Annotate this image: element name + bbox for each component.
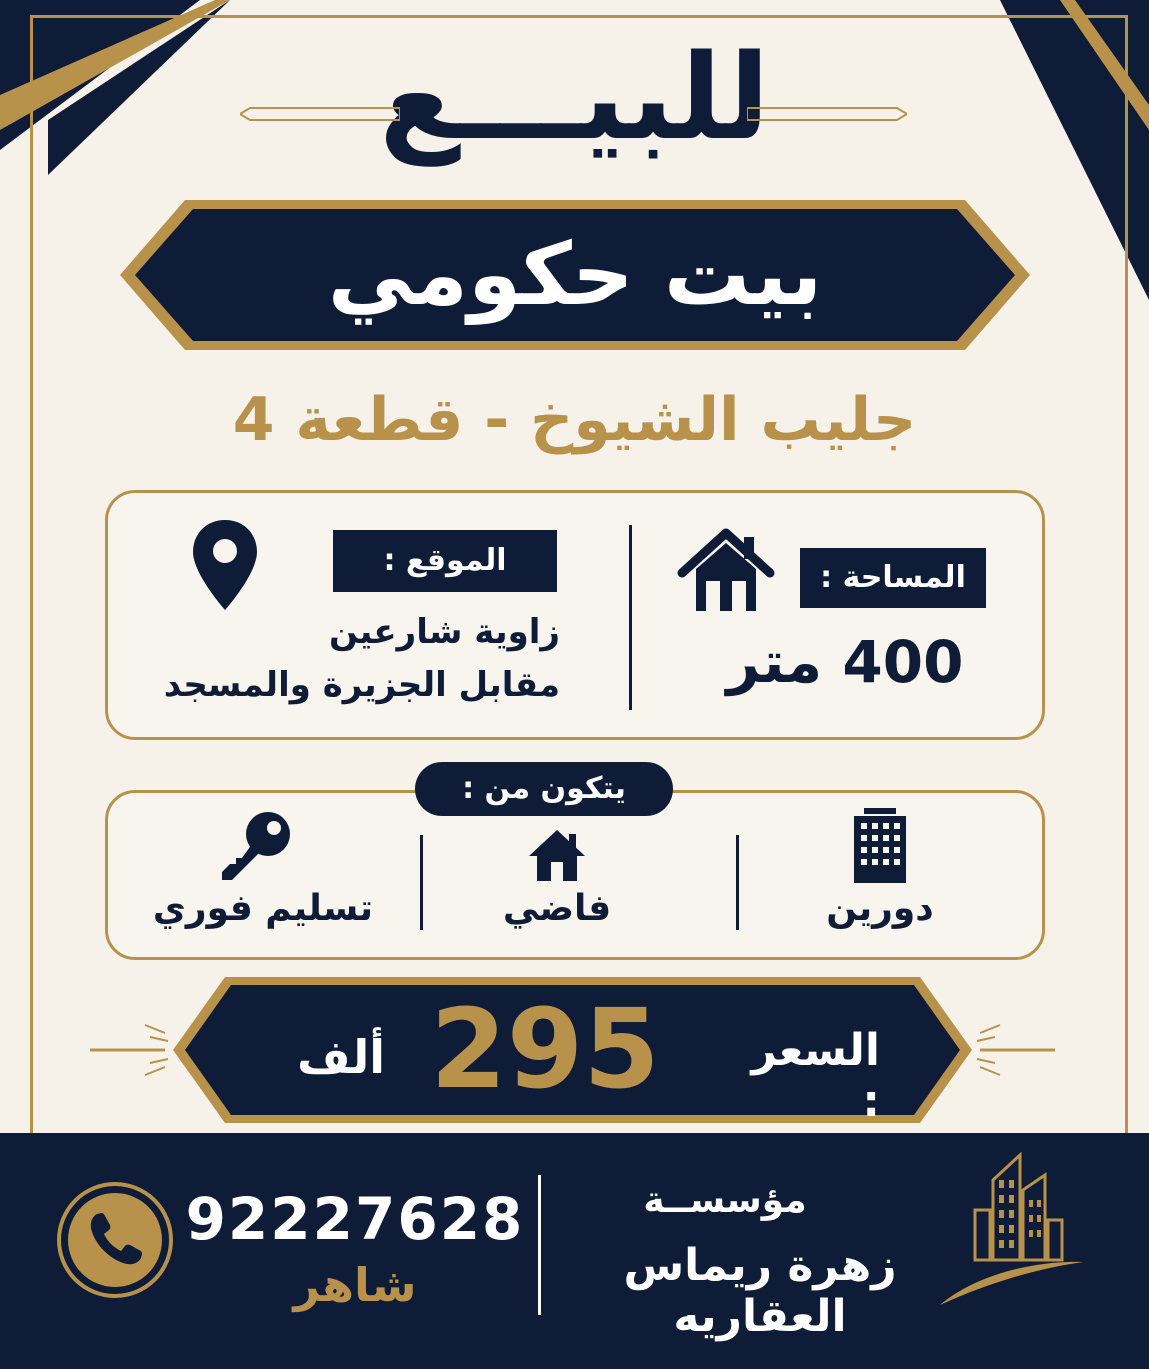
details-divider xyxy=(629,525,632,710)
page-title: للبيـــع xyxy=(379,28,770,166)
location-detail-1: زاوية شارعين xyxy=(328,612,560,652)
company-name: زهرة ريماس العقاريه xyxy=(623,1240,897,1342)
price-unit: ألف xyxy=(297,1030,385,1084)
title-ornament-left xyxy=(240,105,400,123)
company-prefix: مؤسســة xyxy=(643,1180,807,1221)
location-heading: جليب الشيوخ - قطعة 4 xyxy=(232,385,917,455)
price-label: السعر : xyxy=(751,1025,880,1127)
key-icon xyxy=(218,808,296,883)
building-icon xyxy=(850,808,910,883)
features-heading: يتكون من : xyxy=(415,762,673,816)
feature-vacant: فاضي xyxy=(502,888,612,929)
title-ornament-right xyxy=(747,105,907,123)
contact-name: شاهر xyxy=(293,1258,417,1312)
phone-icon[interactable] xyxy=(55,1180,175,1300)
property-type: بيت حكومي xyxy=(327,225,823,325)
price-value: 295 xyxy=(430,985,660,1113)
feature-delivery: تسليم فوري xyxy=(152,888,374,929)
location-detail-2: مقابل الجزيرة والمسجد xyxy=(163,665,560,705)
location-pin-icon xyxy=(190,518,260,613)
area-label: المساحة : xyxy=(800,548,986,608)
feature-floors: دورين xyxy=(826,888,934,929)
location-label: الموقع : xyxy=(333,530,557,592)
home-icon xyxy=(527,828,587,883)
house-icon xyxy=(676,525,776,615)
footer-divider xyxy=(538,1175,541,1315)
phone-number[interactable]: 92227628 xyxy=(185,1185,525,1253)
area-value: 400 متر xyxy=(726,628,964,696)
